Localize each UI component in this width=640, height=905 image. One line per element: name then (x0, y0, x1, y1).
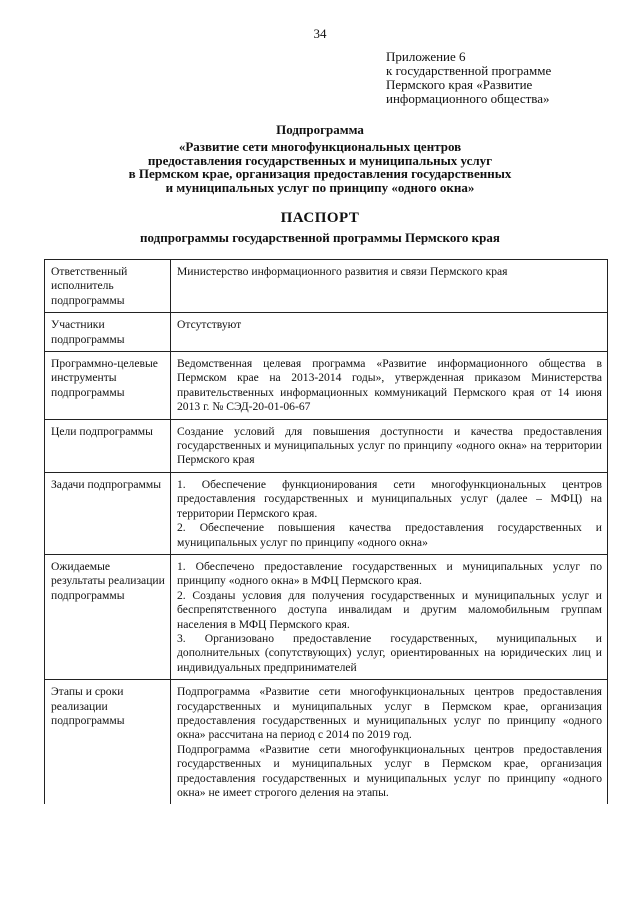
row-label: Участники подпрограммы (45, 313, 171, 352)
row-paragraph: Создание условий для повышения доступности и качества предоставления государственных и муниципальных услуг по принципу «одного окна» на территории Пермского края (177, 424, 602, 467)
passport-subtitle: подпрограммы государственной программы Пермского края (140, 230, 500, 245)
row-value (171, 554, 608, 679)
passport-table (44, 259, 608, 804)
row-label: Ожидаемые результаты реализации подпрограммы (45, 554, 171, 679)
appendix-line: Приложение 6 (386, 49, 466, 64)
table-row (45, 554, 608, 679)
row-paragraph: 1. Обеспечено предоставление государственных и муниципальных услуг по принципу «одного окна» в МФЦ Пермского края. (177, 559, 602, 588)
subprogram-name (60, 140, 580, 194)
row-value (171, 680, 608, 805)
appendix-line: Пермского края «Развитие (386, 77, 533, 92)
row-paragraph: Отсутствуют (177, 318, 242, 332)
appendix-line: информационного общества» (386, 91, 550, 106)
row-value (171, 313, 608, 352)
row-paragraph: 3. Организовано предоставление государственных, муниципальных и дополнительных (сопутствующих) услуг, ориентированных на юридических лиц и индивидуальных предпринимателей (177, 631, 602, 674)
row-label: Этапы и сроки реализации подпрограммы (45, 680, 171, 805)
row-paragraph: Ведомственная целевая программа «Развитие информационного общества в Пермском крае на 2013-2014 годы», утвержденная приказом Министерства правительственных информационных коммуникаций Пермского края от 14 июня 2013 г. № СЭД-20-01-06-67 (177, 357, 602, 414)
row-value (171, 352, 608, 420)
table-row (45, 352, 608, 420)
subprogram-name-line: предоставления государственных и муниципальных услуг (147, 152, 493, 168)
row-label: Цели подпрограммы (45, 419, 171, 472)
row-paragraph: 2. Созданы условия для получения государственных и муниципальных услуг и беспрепятственного доступа инвалидам и другим маломобильным группам населения в МФЦ Пермского края. (177, 588, 602, 631)
table-row (45, 313, 608, 352)
row-label: Ответственный исполнитель подпрограммы (45, 260, 171, 313)
row-label: Задачи подпрограммы (45, 472, 171, 554)
subprogram-heading: Подпрограмма (276, 122, 364, 137)
appendix-note (386, 50, 551, 106)
table-row (45, 680, 608, 805)
subprogram-name-line: в Пермском крае, организация предоставления государственных (128, 166, 512, 181)
appendix-line: к государственной программе (386, 63, 552, 78)
table-row (45, 419, 608, 472)
row-paragraph: 1. Обеспечение функционирования сети многофункциональных центров предоставления государственных и муниципальных услуг (далее – МФЦ) на территории Пермского края. (177, 477, 602, 520)
table-row (45, 472, 608, 554)
row-paragraph: 2. Обеспечение повышения качества предоставления государственных и муниципальных услуг по принципу «одного окна» (177, 521, 602, 549)
row-value (171, 260, 608, 313)
row-value (171, 419, 608, 472)
table-row (45, 260, 608, 313)
subprogram-name-line: и муниципальных услуг по принципу «одного окна» (165, 179, 475, 195)
row-paragraph: Подпрограмма «Развитие сети многофункциональных центров предоставления государственных и муниципальных услуг в Пермском крае, организация предоставления государственных и муниципальных услуг по принципу «одного окна» не имеет строгого деления на этапы. (177, 742, 602, 799)
row-label: Программно-целевые инструменты подпрограммы (45, 352, 171, 420)
subprogram-name-line: «Развитие сети многофункциональных центров (178, 139, 462, 154)
row-value (171, 472, 608, 554)
passport-title: ПАСПОРТ (280, 210, 360, 226)
row-paragraph: Подпрограмма «Развитие сети многофункциональных центров предоставления государственных и муниципальных услуг в Пермском крае, организация предоставления государственных и муниципальных услуг по принципу «одного окна» рассчитана на период с 2014 по 2019 год. (177, 685, 602, 742)
row-paragraph: Министерство информационного развития и связи Пермского края (177, 265, 508, 278)
page-number: 34 (313, 26, 327, 41)
